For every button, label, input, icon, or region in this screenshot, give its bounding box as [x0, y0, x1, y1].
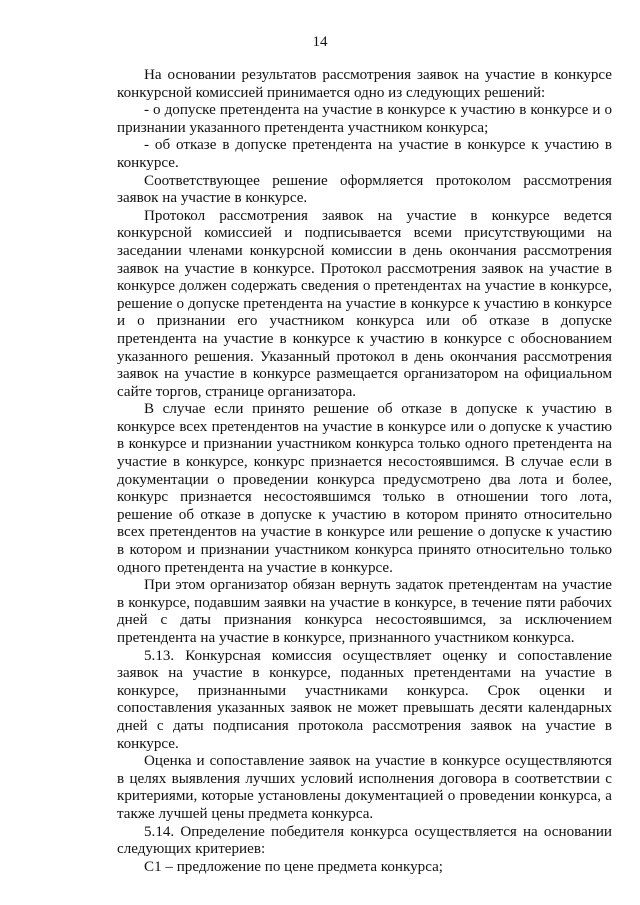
page-number: 14 [312, 34, 328, 50]
paragraph: При этом организатор обязан вернуть задаток претендентам на участие в конкурсе, подавшим заявки на участие в конкурсе, в течение пяти рабочих дней с даты признания конкурса несостоявшимся, за исключением претендента на участие в конкурсе, признанного участником конкурса. [117, 577, 612, 646]
paragraph: - об отказе в допуске претендента на участие в конкурсе к участию в конкурсе. [117, 137, 612, 171]
paragraph: - о допуске претендента на участие в конкурсе к участию в конкурсе и о признании указанного претендента участником конкурса; [117, 102, 612, 136]
paragraph: Соответствующее решение оформляется протоколом рассмотрения заявок на участие в конкурсе. [117, 172, 612, 207]
paragraph: Протокол рассмотрения заявок на участие в конкурсе ведется конкурсной комиссией и подписывается всеми присутствующими на заседании членами конкурсной комиссии в день окончания рассмотрения заявок на участие в конкурсе. Протокол рассмотрения заявок на участие в конкурсе должен содержать сведения о претендентах на участие в конкурсе, решение о допуске претендента на участие в конкурсе к участию в конкурсе и о признании его участником конкурса или об отказе в допуске претендента на участие в конкурсе к участию в конкурсе с обоснованием указанного решения. Указанный протокол в день окончания рассмотрения заявок на участие в конкурсе размещается организатором на официальном сайте торгов, странице организатора. [117, 207, 612, 400]
paragraph: На основании результатов рассмотрения заявок на участие в конкурсе конкурсной комиссией принимается одно из следующих решений: [117, 67, 612, 101]
paragraph: Оценка и сопоставление заявок на участие в конкурсе осуществляются в целях выявления лучших условий исполнения договора в соответствии с критериями, которые установлены документацией о проведении конкурса, а также лучшей цены предмета конкурса. [117, 753, 612, 822]
document-body [117, 67, 612, 876]
paragraph: В случае если принято решение об отказе в допуске к участию в конкурсе всех претендентов на участие в конкурсе или о допуске к участию в конкурсе и признании участником конкурса только одного претендента на участие в конкурсе, конкурс признается несостоявшимся. В случае если в документации о проведении конкурса предусмотрено два лота и более, конкурс признается несостоявшимся только в отношении того лота, решение об отказе в допуске к участию в котором принято относительно всех претендентов на участие в конкурсе или решение о допуске к участию в котором и признании участником конкурса принято относительно только одного претендента на участие в конкурсе. [117, 401, 612, 576]
paragraph: С1 – предложение по цене предмета конкурса; [144, 858, 443, 875]
paragraph: 5.13. Конкурсная комиссия осуществляет оценку и сопоставление заявок на участие в конкурсе, поданных претендентами на участие в конкурсе, признанными участниками конкурса. Срок оценки и сопоставления указанных заявок не может превышать десяти календарных дней с даты подписания протокола рассмотрения заявок на участие в конкурсе. [117, 647, 612, 752]
paragraph: 5.14. Определение победителя конкурса осуществляется на основании следующих критериев: [117, 823, 612, 858]
